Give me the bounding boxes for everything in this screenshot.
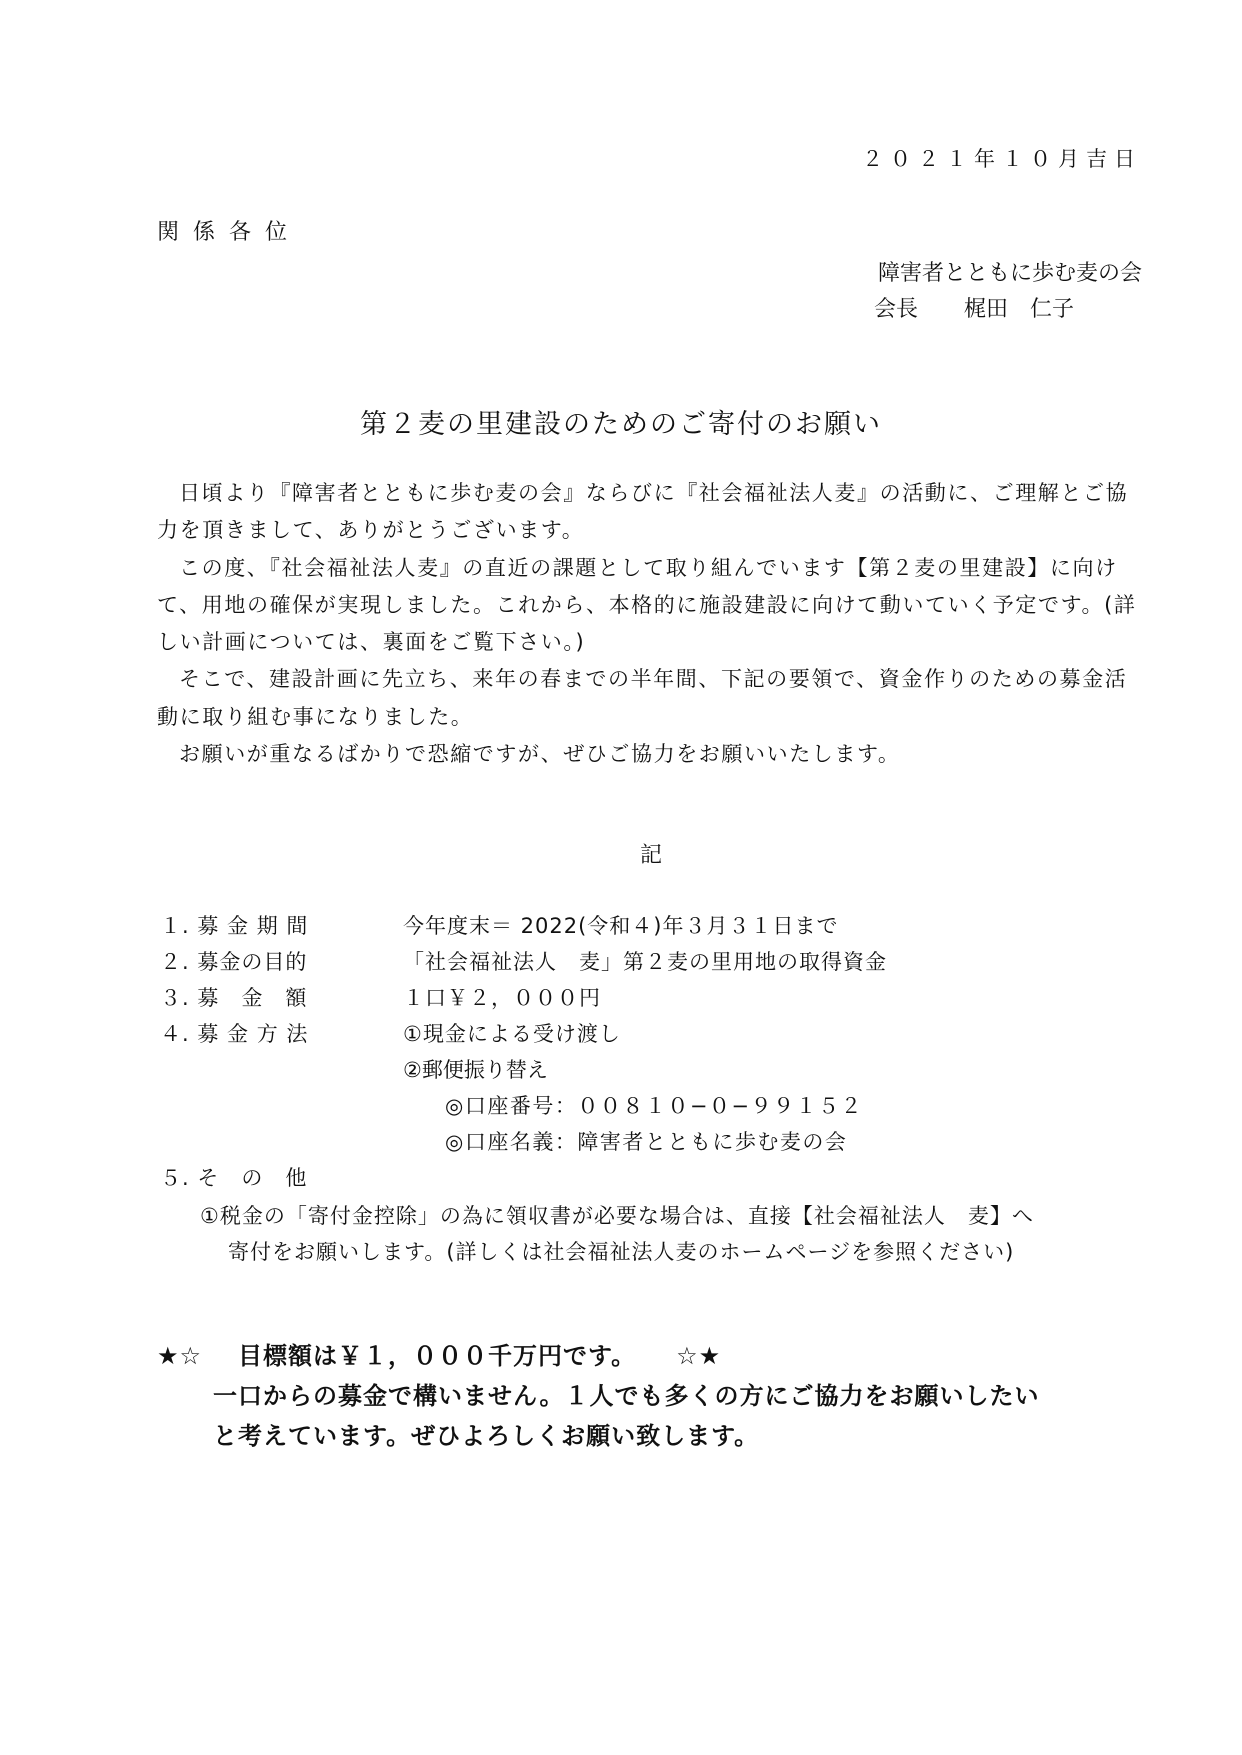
account-name: ◎口座名義：障害者とともに歩む麦の会 bbox=[445, 1130, 848, 1154]
detail-value: 今年度末＝ 2022(令和４)年３月３１日まで bbox=[403, 914, 839, 938]
target-line-2: 一口からの募金で構いません。１人でも多くの方にご協力をお願いしたい bbox=[213, 1382, 1040, 1410]
target-line-3: と考えています。ぜひよろしくお願い致します。 bbox=[213, 1422, 760, 1450]
stars-left-icon: ★☆ bbox=[157, 1342, 203, 1370]
target-headline bbox=[157, 1336, 1039, 1376]
account-number: ◎口座番号：００８１０−０−９９１５２ bbox=[445, 1094, 864, 1118]
body-text bbox=[157, 475, 1143, 773]
president-given-name: 仁子 bbox=[1030, 297, 1075, 322]
fundraising-details bbox=[160, 908, 887, 1196]
body-paragraph-3: そこで、建設計画に先立ち、来年の春までの半年間、下記の要領で、資金作りのための募金活動に取り組む事になりました。 bbox=[157, 667, 1128, 729]
detail-value: 「社会福祉法人 麦」第２麦の里用地の取得資金 bbox=[403, 950, 887, 974]
president-signature bbox=[874, 292, 1074, 323]
detail-label: １. 募 金 期 間 bbox=[160, 914, 309, 938]
body-paragraph-2: この度、『社会福祉法人麦』の直近の課題として取り組んでいます【第２麦の里建設】に向けて、用地の確保が実現しました。これから、本格的に施設建設に向けて動いていく予定です。(詳しい計画については、裏面をご覧下さい。) bbox=[157, 555, 1137, 655]
other-note-line-2: 寄付をお願いします。(詳しくは社会福祉法人麦のホームページを参照ください) bbox=[228, 1240, 1015, 1264]
document-title: 第２麦の里建設のためのご寄付のお願い bbox=[360, 409, 882, 440]
detail-label: ５. そ の 他 bbox=[160, 1166, 308, 1190]
detail-label: ３. 募 金 額 bbox=[160, 986, 308, 1010]
method-postal-transfer: ②郵便振り替え bbox=[403, 1058, 548, 1082]
president-family-name: 梶田 bbox=[964, 297, 1009, 322]
detail-row-amount bbox=[160, 980, 887, 1016]
target-appeal bbox=[157, 1336, 1039, 1456]
stars-right-icon: ☆★ bbox=[676, 1342, 722, 1370]
detail-label: ４. 募 金 方 法 bbox=[160, 1022, 309, 1046]
detail-value: ①現金による受け渡し bbox=[403, 1022, 621, 1046]
detail-label: ２. 募金の目的 bbox=[160, 950, 308, 974]
detail-value: １口￥２，０００円 bbox=[403, 986, 601, 1010]
detail-row-other bbox=[160, 1160, 887, 1196]
detail-row-purpose bbox=[160, 944, 887, 980]
issue-date: ２０２１年１０月吉日 bbox=[862, 147, 1142, 171]
other-note bbox=[200, 1198, 1034, 1270]
ki-heading: 記 bbox=[640, 843, 663, 868]
target-amount-text: 目標額は￥１，０００千万円です。 bbox=[238, 1342, 637, 1370]
president-title: 会長 bbox=[874, 297, 919, 322]
body-paragraph-4: お願いが重なるばかりで恐縮ですが、ぜひご協力をお願いいたします。 bbox=[179, 742, 901, 767]
body-paragraph-1: 日頃より『障害者とともに歩む麦の会』ならびに『社会福祉法人麦』の活動に、ご理解とご協力を頂きまして、ありがとうございます。 bbox=[157, 481, 1129, 543]
organization-name: 障害者とともに歩む麦の会 bbox=[877, 261, 1142, 286]
detail-row-period bbox=[160, 908, 887, 944]
addressee: 関係各位 bbox=[157, 220, 302, 245]
other-note-line-1: ①税金の「寄付金控除」の為に領収書が必要な場合は、直接【社会福祉法人 麦】へ bbox=[200, 1204, 1034, 1228]
detail-row-method bbox=[160, 1016, 887, 1052]
